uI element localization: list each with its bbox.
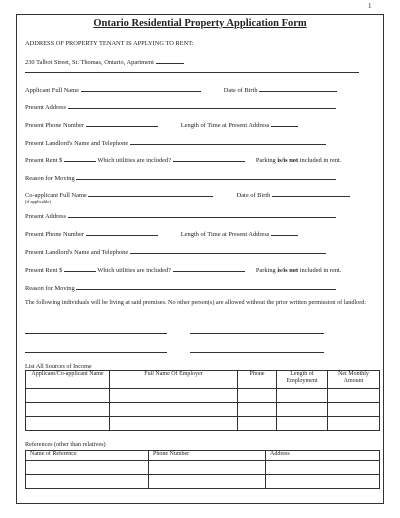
coapplicant-name-row [25, 190, 350, 200]
coapplicant-rent-label: Present Rent $ [25, 267, 63, 274]
table-row [26, 389, 380, 403]
table-cell[interactable] [110, 403, 238, 417]
table-cell[interactable] [238, 417, 277, 431]
applicant-reason-label: Reason for Moving [25, 175, 75, 182]
occupant-line-3[interactable] [25, 352, 167, 353]
applicant-dob-label: Date of Birth [223, 87, 258, 94]
coapplicant-address-row [25, 211, 336, 221]
coapplicant-phone-label: Present Phone Number [25, 231, 84, 238]
coapplicant-landlord-field[interactable] [130, 247, 326, 254]
table-cell[interactable] [238, 403, 277, 417]
coapplicant-name-field[interactable] [88, 190, 213, 197]
table-cell[interactable] [26, 417, 110, 431]
coapplicant-rent-field[interactable] [64, 265, 96, 272]
table-cell[interactable] [26, 403, 110, 417]
applicant-dob-field[interactable] [259, 85, 337, 92]
references-table [25, 450, 380, 489]
applicant-landlord-field[interactable] [130, 138, 326, 145]
coapplicant-phone-row [25, 229, 298, 239]
applicant-reason-field[interactable] [76, 173, 336, 180]
table-cell[interactable] [238, 389, 277, 403]
income-col-length: Length of Employment [277, 371, 328, 389]
applicant-phone-field[interactable] [86, 120, 158, 127]
income-caption: List All Sources of Income [25, 363, 92, 370]
applicant-utilities-field[interactable] [173, 155, 245, 162]
coapplicant-reason-field[interactable] [76, 283, 336, 290]
table-cell[interactable] [26, 389, 110, 403]
coapplicant-name-label: Co-applicant Full Name [25, 192, 87, 199]
occupants-text: The following individuals will be living at said premises. No other person(s) are allowed without the prior written permission of landlord: [25, 299, 367, 306]
page-number: 1 [368, 2, 372, 10]
table-cell[interactable] [277, 389, 328, 403]
form-title: Ontario Residential Property Application Form [93, 18, 307, 29]
applicant-landlord-row [25, 138, 326, 148]
occupant-line-4[interactable] [190, 352, 324, 353]
address-heading: ADDRESS OF PROPERTY TENANT IS APPLYING TO RENT: [25, 40, 194, 47]
coapplicant-dob-field[interactable] [272, 190, 350, 197]
applicant-utilities-label: Which utilities are included? [97, 157, 172, 164]
occupant-line-1[interactable] [25, 333, 167, 334]
references-col-name: Name of Reference [26, 451, 149, 461]
coapplicant-reason-label: Reason for Moving [25, 285, 75, 292]
applicant-phone-label: Present Phone Number [25, 122, 84, 129]
table-row [26, 461, 380, 475]
income-col-phone: Phone [238, 371, 277, 389]
applicant-rent-label: Present Rent $ [25, 157, 63, 164]
table-cell[interactable] [110, 389, 238, 403]
coapplicant-landlord-row [25, 247, 326, 257]
coapplicant-reason-row [25, 283, 336, 293]
applicant-name-row [25, 85, 337, 95]
address-extra-line[interactable] [25, 72, 359, 73]
table-cell[interactable] [277, 417, 328, 431]
table-cell[interactable] [149, 475, 266, 489]
coapplicant-utilities-field[interactable] [173, 265, 245, 272]
applicant-address-label: Present Address [25, 104, 67, 111]
table-cell[interactable] [26, 461, 149, 475]
applicant-name-field[interactable] [81, 85, 201, 92]
coapplicant-phone-field[interactable] [86, 229, 158, 236]
table-cell[interactable] [149, 461, 266, 475]
income-table [25, 370, 380, 431]
coapplicant-length-field[interactable] [271, 229, 298, 236]
applicant-name-label: Applicant Full Name [25, 87, 79, 94]
income-col-employer: Full Name Of Employer [110, 371, 238, 389]
income-col-name: Applicant/Co-applicant Name [26, 371, 110, 389]
applicant-address-field[interactable] [68, 102, 336, 109]
references-header-row [26, 451, 380, 461]
address-label: 230 Talbot Street, St. Thomas, Ontario, Apartment [25, 59, 154, 66]
table-cell[interactable] [266, 461, 380, 475]
applicant-reason-row [25, 173, 336, 183]
references-caption: References (other than relatives) [25, 441, 106, 448]
income-header-row [26, 371, 380, 389]
applicant-landlord-label: Present Landlord's Name and Telephone [25, 140, 129, 147]
applicant-phone-row [25, 120, 298, 130]
apartment-field[interactable] [156, 57, 184, 64]
income-col-amount: Net Monthly Amount [328, 371, 380, 389]
coapplicant-rent-row [25, 265, 341, 275]
applicant-rent-field[interactable] [64, 155, 96, 162]
table-cell[interactable] [266, 475, 380, 489]
coapplicant-parking-label: Parking is/is not included in rent. [255, 267, 342, 274]
table-cell[interactable] [277, 403, 328, 417]
occupant-line-2[interactable] [190, 333, 324, 334]
coapplicant-length-label: Length of Time at Present Address [180, 231, 270, 238]
table-cell[interactable] [26, 475, 149, 489]
references-col-address: Address [266, 451, 380, 461]
coapplicant-address-label: Present Address [25, 213, 67, 220]
coapplicant-address-field[interactable] [68, 211, 336, 218]
table-cell[interactable] [328, 403, 380, 417]
coapplicant-utilities-label: Which utilities are included? [97, 267, 172, 274]
applicant-address-row [25, 102, 336, 112]
references-col-phone: Phone Number [149, 451, 266, 461]
if-applicable-note: (if applicable) [25, 199, 51, 204]
applicant-length-field[interactable] [271, 120, 298, 127]
table-cell[interactable] [328, 417, 380, 431]
address-row [25, 57, 184, 67]
table-row [26, 417, 380, 431]
table-cell[interactable] [110, 417, 238, 431]
coapplicant-landlord-label: Present Landlord's Name and Telephone [25, 249, 129, 256]
table-row [26, 475, 380, 489]
table-cell[interactable] [328, 389, 380, 403]
applicant-parking-label: Parking is/is not included in rent. [255, 157, 342, 164]
applicant-length-label: Length of Time at Present Address [180, 122, 270, 129]
table-row [26, 403, 380, 417]
coapplicant-dob-label: Date of Birth [236, 192, 271, 199]
applicant-rent-row [25, 155, 341, 165]
